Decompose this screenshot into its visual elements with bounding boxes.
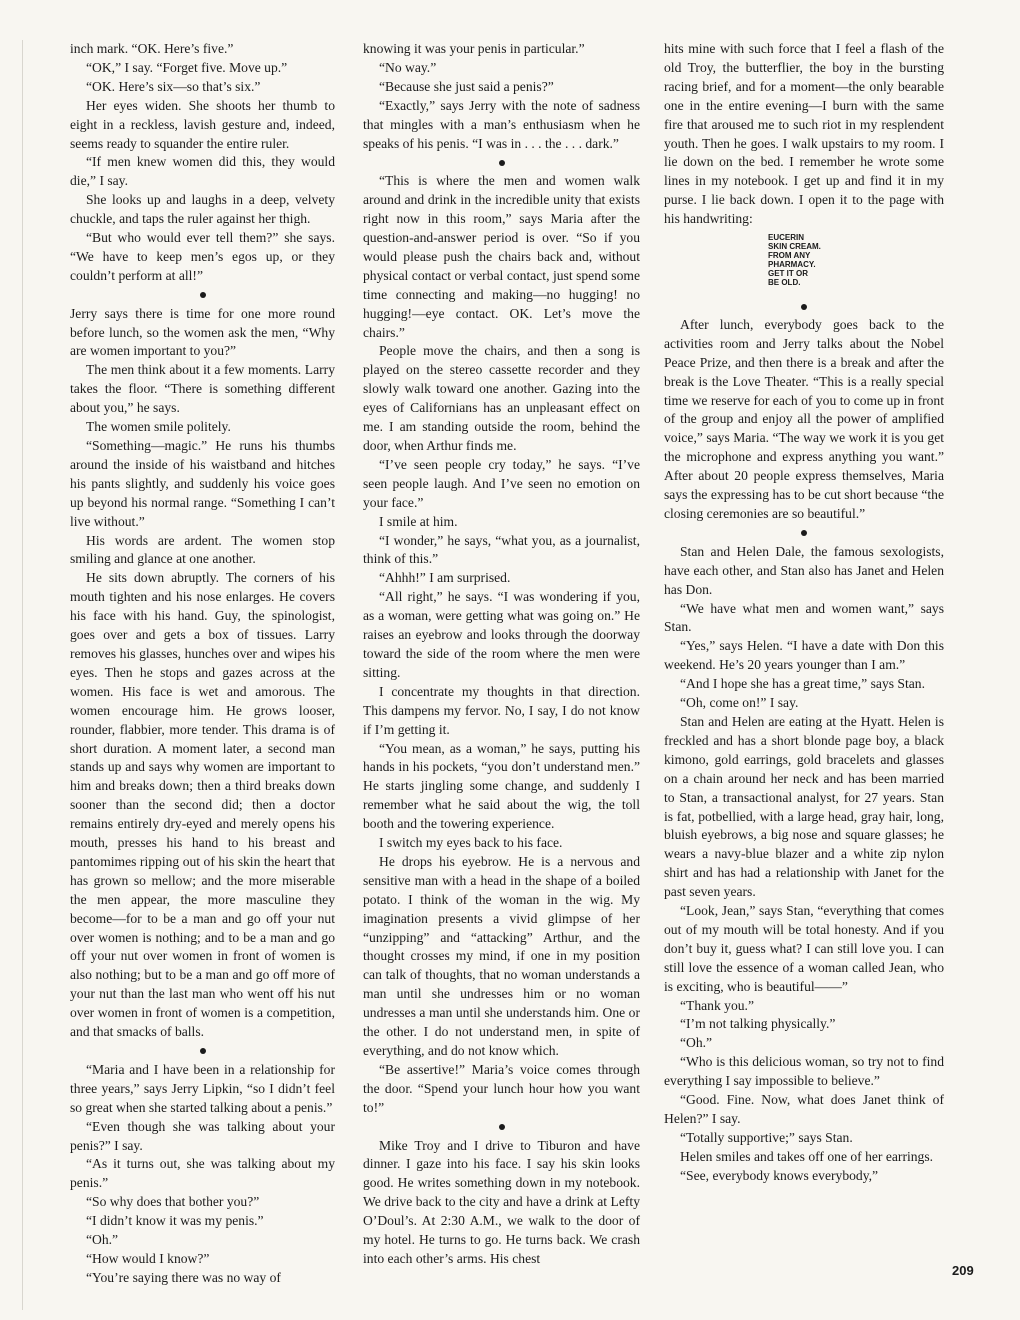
page-edge-rule (22, 40, 23, 1310)
paragraph: “You’re saying there was no way of (86, 1269, 281, 1285)
paragraph: “See, everybody knows everybody,” (680, 1167, 879, 1183)
paragraph: “No way.” (379, 59, 437, 75)
note-line: PHARMACY. (768, 260, 816, 270)
paragraph: He drops his eyebrow. He is a nervous and sensitive man with a head in the shape of a boiled potato. I think of the woman in the wig. My imagination presents a vivid glimpse of her “unzipping” and “attacking” Arthur, and the thought crosses my mind, if one in my position can talk of thoughts, that no woman understands a man until she undresses him or no woman undresses a man until she understands him. One or the other. I do not understand men, in spite of everything, and do not know which. (363, 853, 640, 1059)
paragraph: She looks up and laughs in a deep, velvety chuckle, and taps the ruler against her thigh. (70, 192, 335, 227)
note-line: EUCERIN (768, 233, 805, 243)
paragraph: I concentrate my thoughts in that direction. This dampens my fervor. No, I say, I do not know if I’m getting it. (363, 683, 640, 737)
paragraph: People move the chairs, and then a song is played on the stereo cassette recorder and they slowly walk toward one another. Gazing into the eyes of Californians has an unpleasant effect on me. I am standing outside the room, behind the door, when Arthur finds me. (363, 343, 640, 454)
paragraph: “So why does that bother you?” (86, 1194, 260, 1210)
text-column-2 (363, 40, 640, 1269)
paragraph: “Thank you.” (680, 997, 754, 1013)
paragraph: “Something—magic.” He runs his thumbs around the inside of his waistband and hitches his pants slightly, and suddenly his voice goes up beyond his normal range. “Something I can’t live without.” (70, 438, 335, 529)
paragraph: “Oh, come on!” I say. (680, 695, 799, 711)
paragraph: Stan and Helen Dale, the famous sexologists, have each other, and Stan also has Janet and Helen has Don. (664, 543, 944, 597)
paragraph: “If men knew women did this, they would die,” I say. (70, 154, 335, 189)
paragraph: “I didn’t know it was my penis.” (86, 1213, 264, 1229)
section-break-bullet (363, 153, 640, 172)
paragraph: “But who would ever tell them?” she says. “We have to keep men’s egos up, or they couldn’t perform at all!” (70, 230, 335, 283)
paragraph: “OK,” I say. “Forget five. Move up.” (86, 59, 288, 75)
paragraph: knowing it was your penis in particular.” (363, 41, 585, 56)
note-line: GET IT OR (768, 269, 808, 279)
paragraph: “Because she just said a penis?” (379, 78, 554, 94)
paragraph: He sits down abruptly. The corners of his mouth tighten and his nose enlarges. He covers his face with his hand. Guy, the spinologist, goes over and gets a box of tissues. Larry removes his glasses, hunches over and wipes his eyes. Then he stops and gazes across at the women. His face is wet and amorous. The women encourage him. He grows looser, rounder, flabbier, more tender. This drama is of short duration. A moment later, a second man stands up and says why women are important to him and breaks down; then a third breaks down sooner than the second did; then a doctor remains entirely dry-eyed and merely opens his mouth, presses his hand to his breast and pantomimes ripping out of his skin the heart that has grown so mellow; and the more miserable the men appear, the more masculine they become—for to be a man and go off your nut over women is nothing; and to be a man and go off your nut over women in front of women is also nothing; but to be a man and go off more of your nut than the last man who went off his nut over women in front of women is a competition, and that smacks of balls. (70, 570, 335, 1040)
note-line: BE OLD. (768, 278, 801, 288)
paragraph: “Who is this delicious woman, so try not to find everything I say impossible to believe.” (664, 1054, 944, 1089)
note-line: SKIN CREAM. (768, 242, 821, 252)
paragraph: “And I hope she has a great time,” says Stan. (680, 676, 925, 692)
text-column-3 (664, 40, 944, 1186)
paragraph: I switch my eyes back to his face. (379, 835, 563, 851)
paragraph: After lunch, everybody goes back to the activities room and Jerry talks about the Nobel Peace Prize, and then there is a break and after the break is the Love Theater. “This is a really special time we reserve for each of you to come up in front of the group and enjoy all the power of amplified voice,” says Maria. “The way we work it is you get the microphone and express anything you want.” After about 20 people express themselves, Maria says the expressing has to be cut short because “the closing ceremonies are so beautiful.” (664, 316, 944, 522)
paragraph: “I’ve seen people cry today,” he says. “I’ve seen people laugh. And I’ve seen no emotion on your face.” (363, 456, 640, 510)
paragraph: hits mine with such force that I feel a flash of the old Troy, the butterflier, the boy in the bursting racing brief, and for a moment—the only bearable one in the entire evening—I burn with the same fire that aroused me to such riot in my resplendent youth. Then he goes. I walk upstairs to my room. I lie down on the bed. I remember he wrote some lines in my notebook. I get up and find it in my purse. I lie back down. I open it to the page with his handwriting: (664, 41, 944, 227)
paragraph: “As it turns out, she was talking about my penis.” (70, 1156, 335, 1191)
section-break-bullet (363, 1118, 640, 1137)
paragraph: “How would I know?” (86, 1250, 210, 1266)
paragraph: “We have what men and women want,” says Stan. (664, 600, 944, 635)
paragraph: “I’m not talking physically.” (680, 1016, 836, 1032)
section-break-bullet (664, 524, 944, 543)
paragraph: “Ahhh!” I am surprised. (379, 570, 511, 586)
paragraph: inch mark. “OK. Here’s five.” (70, 41, 234, 56)
paragraph: “Exactly,” says Jerry with the note of sadness that mingles with a man’s enthusiasm when he speaks of his penis. “I was in . . . the . . . dark.” (363, 97, 640, 151)
paragraph: “Oh.” (680, 1035, 713, 1051)
handwritten-note (768, 233, 944, 287)
page-number: 209 (952, 1263, 974, 1278)
paragraph: Jerry says there is time for one more round before lunch, so the women ask the men, “Why are women important to you?” (70, 305, 335, 359)
paragraph: Stan and Helen are eating at the Hyatt. Helen is freckled and has a short blonde page boy, a black kimono, gold earrings, gold bracelets and glasses on a chain around her neck and has been married to Stan, a transactional analyst, for 27 years. Stan is fat, potbellied, with a large head, gray hair, long, bluish eyebrows, a big nose and square glasses; he wears a navy-blue blazer and a white zip nylon shirt and has had a relationship with Janet for the past seven years. (664, 713, 944, 900)
paragraph: “Even though she was talking about your penis?” I say. (70, 1118, 335, 1153)
paragraph: The women smile politely. (86, 419, 231, 435)
paragraph: Helen smiles and takes off one of her earrings. (680, 1148, 934, 1164)
section-break-bullet (70, 286, 335, 305)
paragraph: “You mean, as a woman,” he says, putting his hands in his pockets, “you don’t understand men.” He starts jingling some change, and suddenly I remember what he said about the wig, the toll booth and the towering experience. (363, 740, 640, 832)
text-column-1 (70, 40, 335, 1288)
paragraph: I smile at him. (379, 513, 458, 529)
paragraph: “All right,” he says. “I was wondering if you, as a woman, were getting what was going on.” He raises an eyebrow and looks through the doorway toward the side of the room where the men were sitting. (363, 589, 640, 680)
section-break-bullet (70, 1042, 335, 1061)
paragraph: His words are ardent. The women stop smiling and glance at one another. (70, 532, 335, 567)
paragraph: “I wonder,” he says, “what you, as a journalist, think of this.” (363, 532, 640, 567)
paragraph: “Totally supportive;” says Stan. (680, 1129, 853, 1145)
paragraph: Mike Troy and I drive to Tiburon and have dinner. I gaze into his face. I say his skin looks good. He writes something down in my notebook. We drive back to the city and have a drink at Lefty O’Doul’s. At 2:30 A.M., we walk to the door of my hotel. He turns to go. He turns back. We crash into each other’s arms. His chest (363, 1137, 640, 1266)
paragraph: “Be assertive!” Maria’s voice comes through the door. “Spend your lunch hour how you want to!” (363, 1061, 640, 1115)
paragraph: Her eyes widen. She shoots her thumb to eight in a reckless, lavish gesture and, indeed, seems ready to squander the entire ruler. (70, 97, 335, 151)
paragraph: “Yes,” says Helen. “I have a date with Don this weekend. He’s 20 years younger than I am.” (664, 638, 944, 673)
paragraph: “This is where the men and women walk around and drink in the incredible unity that exists right now in this room,” says Maria after the question-and-answer period is over. “So if you would please push the chairs back and, without physical contact or verbal contact, just spend some time connecting and making—no hugging! no hugging!—eye contact. OK. Let’s move the chairs.” (363, 173, 640, 340)
paragraph: “Oh.” (86, 1232, 119, 1248)
paragraph: “OK. Here’s six—so that’s six.” (86, 78, 261, 94)
paragraph: “Good. Fine. Now, what does Janet think of Helen?” I say. (664, 1092, 944, 1126)
section-break-bullet (664, 297, 944, 316)
paragraph: “Maria and I have been in a relationship for three years,” says Jerry Lipkin, “so I didn’t feel so great when she started talking about a penis.” (70, 1061, 335, 1115)
paragraph: The men think about it a few moments. Larry takes the floor. “There is something different about you,” he says. (70, 362, 335, 416)
note-line: FROM ANY (768, 251, 811, 261)
paragraph: “Look, Jean,” says Stan, “everything that comes out of my mouth will be total honesty. And if you don’t buy it, guess what? I can still love you. I can still love the essence of a woman called Jean, who is exciting, who is beautiful——” (664, 903, 944, 994)
